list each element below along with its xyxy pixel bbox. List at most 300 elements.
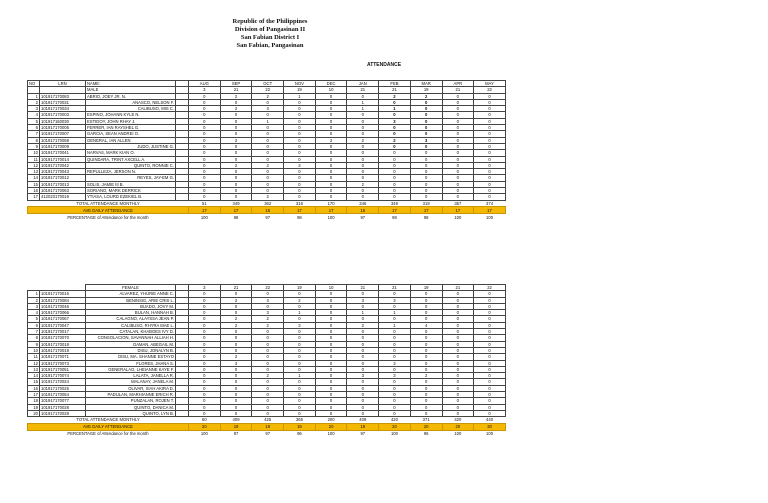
absence-nov: 2: [284, 297, 316, 303]
absence-dec: 0: [315, 297, 347, 303]
header-month-may: MAY: [474, 81, 506, 87]
absence-apr: 0: [442, 106, 474, 112]
school-days-apr: 21: [442, 87, 474, 93]
student-no: 13: [28, 366, 40, 372]
absence-sep: 0: [220, 410, 252, 416]
absence-jan: 0: [347, 360, 379, 366]
absence-feb: 0: [379, 335, 411, 341]
absence-jan: 0: [347, 354, 379, 360]
absence-apr: 0: [442, 354, 474, 360]
absence-may: 0: [474, 291, 506, 297]
document-header: [190, 18, 350, 50]
absence-sep: 0: [220, 118, 252, 124]
student-name: DISU, MA. SHANNE ESTAYO: [86, 354, 176, 360]
student-lrn: 101917170024: [40, 379, 86, 385]
absence-jan: 1: [347, 310, 379, 316]
percentage-sep: 98: [233, 214, 239, 220]
header-district: San Fabian District I: [240, 34, 300, 41]
absence-jan: 1: [347, 106, 379, 112]
absence-aug: 0: [189, 310, 221, 316]
student-name: FERRER, IAN RAYSHEL G.: [86, 125, 176, 131]
absence-mar: 0: [410, 310, 442, 316]
absence-sep: 0: [220, 156, 252, 162]
absence-apr: 0: [442, 156, 474, 162]
absence-apr: 0: [442, 297, 474, 303]
student-lrn: 101917170019: [40, 347, 86, 353]
absence-feb: 0: [379, 291, 411, 297]
absence-oct: 3: [252, 297, 284, 303]
absence-mar: 2: [410, 373, 442, 379]
absence-oct: 2: [252, 162, 284, 168]
absence-oct: 0: [252, 150, 284, 156]
absence-may: 0: [474, 385, 506, 391]
absence-sep: 3: [220, 360, 252, 366]
absence-jan: 0: [347, 175, 379, 181]
ave-daily-aug: 20: [189, 423, 221, 430]
total-sep: 409: [232, 417, 240, 423]
absence-sep: 0: [220, 392, 252, 398]
absence-nov: 0: [284, 169, 316, 175]
absence-jan: 0: [347, 385, 379, 391]
total-mar: 371: [422, 417, 430, 423]
absence-sep: 0: [220, 125, 252, 131]
absence-nov: 0: [284, 360, 316, 366]
absence-may: 0: [474, 310, 506, 316]
percentage-nov: 96: [297, 431, 302, 437]
student-name: DISU, JONALYN B.: [86, 347, 176, 353]
student-lrn: 101917170071: [40, 354, 86, 360]
absence-oct: 0: [252, 169, 284, 175]
total-jan: 346: [359, 200, 367, 206]
absence-mar: 0: [410, 112, 442, 118]
student-lrn: 101917170051: [40, 366, 86, 372]
absence-nov: 0: [284, 99, 316, 105]
absence-mar: 0: [410, 329, 442, 335]
absence-aug: 0: [189, 347, 221, 353]
absence-jan: 0: [347, 143, 379, 149]
absence-dec: 0: [315, 335, 347, 341]
absence-mar: 0: [410, 297, 442, 303]
student-lrn: 101917170029: [40, 410, 86, 416]
absence-apr: 0: [442, 322, 474, 328]
absence-aug: 0: [189, 385, 221, 391]
absence-sep: 0: [220, 379, 252, 385]
absence-mar: 4: [410, 322, 442, 328]
absence-mar: 0: [410, 162, 442, 168]
student-lrn: 101917170017: [40, 329, 86, 335]
student-name: GENERAL, IAN ALLEN: [86, 137, 176, 143]
absence-sep: 2: [220, 316, 252, 322]
absence-jan: 0: [347, 131, 379, 137]
student-lrn: 101917170063: [40, 188, 86, 194]
absence-aug: 0: [189, 360, 221, 366]
absence-mar: 0: [410, 341, 442, 347]
total-dec: 170: [327, 200, 335, 206]
absence-nov: 3: [284, 162, 316, 168]
header-month-feb: FEB: [379, 81, 411, 87]
absence-jan: 0: [347, 316, 379, 322]
absence-may: 0: [474, 398, 506, 404]
absence-feb: 1: [379, 106, 411, 112]
percentage-jan: 97: [360, 214, 366, 220]
absence-apr: 0: [442, 181, 474, 187]
absence-sep: 2: [220, 93, 252, 99]
absence-sep: 0: [220, 291, 252, 297]
ave-daily-may: 17: [474, 207, 506, 214]
student-lrn: 101917170007: [40, 131, 86, 137]
header-lrn: LRN: [40, 81, 86, 87]
ave-daily-apr: 17: [442, 207, 474, 214]
student-no: 11: [28, 354, 40, 360]
absence-mar: 0: [410, 156, 442, 162]
absence-oct: 2: [252, 322, 284, 328]
absence-feb: 0: [379, 410, 411, 416]
absence-jan: 0: [347, 188, 379, 194]
absence-apr: 0: [442, 310, 474, 316]
student-lrn: 101917170083: [40, 93, 86, 99]
absence-may: 0: [474, 366, 506, 372]
absence-oct: 0: [252, 175, 284, 181]
absence-feb: 0: [379, 347, 411, 353]
ave-daily-apr: 20: [442, 423, 474, 430]
absence-sep: 0: [220, 335, 252, 341]
absence-apr: 0: [442, 291, 474, 297]
absence-nov: 0: [284, 143, 316, 149]
absence-apr: 0: [442, 366, 474, 372]
student-lrn: 101917170073: [40, 360, 86, 366]
percentage-oct: 97: [265, 431, 271, 437]
student-no: 12: [28, 162, 40, 168]
absence-oct: 0: [252, 125, 284, 131]
absence-mar: 3: [410, 137, 442, 143]
absence-sep: 0: [220, 404, 252, 410]
absence-apr: 0: [442, 194, 474, 200]
absence-jan: 0: [347, 194, 379, 200]
absence-aug: 0: [189, 392, 221, 398]
absence-may: 0: [474, 112, 506, 118]
absence-sep: 0: [220, 347, 252, 353]
ave-daily-label: AVE DAILY ATTENDANCE: [28, 207, 189, 214]
absence-nov: 0: [284, 188, 316, 194]
absence-may: 0: [474, 175, 506, 181]
ave-daily-oct: 19: [252, 423, 284, 430]
absence-aug: 0: [189, 329, 221, 335]
student-no: 18: [28, 398, 40, 404]
percentage-sep: 97: [233, 431, 239, 437]
student-name: QUINTO, DANICA M.: [86, 404, 176, 410]
student-lrn: 101917170013: [40, 181, 86, 187]
absence-sep: 0: [220, 175, 252, 181]
header-division: Division of Pangasinan II: [234, 26, 306, 33]
absence-dec: 0: [315, 169, 347, 175]
absence-feb: 0: [379, 398, 411, 404]
absence-dec: 0: [315, 112, 347, 118]
absence-dec: 0: [315, 366, 347, 372]
absence-feb: 0: [379, 379, 411, 385]
student-name: ANASCO, NELSON F.: [86, 99, 176, 105]
school-days-feb: 21: [379, 87, 411, 93]
absence-apr: 0: [442, 99, 474, 105]
absence-oct: 0: [252, 156, 284, 162]
school-days-oct: 22: [252, 87, 284, 93]
total-row: [28, 200, 506, 207]
absence-dec: 0: [315, 150, 347, 156]
absence-feb: 0: [379, 150, 411, 156]
absence-dec: 0: [315, 156, 347, 162]
absence-sep: 2: [220, 106, 252, 112]
student-lrn: 101917170014: [40, 156, 86, 162]
absence-nov: 0: [284, 347, 316, 353]
absence-may: 0: [474, 188, 506, 194]
school-days-aug: 3: [189, 285, 221, 291]
absence-apr: 0: [442, 392, 474, 398]
absence-apr: 0: [442, 112, 474, 118]
absence-mar: 0: [410, 125, 442, 131]
absence-aug: 0: [189, 398, 221, 404]
absence-oct: 0: [252, 404, 284, 410]
absence-aug: 0: [189, 150, 221, 156]
absence-feb: 0: [379, 162, 411, 168]
percentage-apr: 100: [454, 214, 462, 220]
absence-feb: 0: [379, 156, 411, 162]
ave-daily-mar: 20: [410, 423, 442, 430]
absence-jan: 0: [347, 379, 379, 385]
school-days-aug: 3: [189, 87, 221, 93]
student-no: 20: [28, 410, 40, 416]
student-no: 10: [28, 347, 40, 353]
total-mar: 318: [422, 200, 430, 206]
absence-jan: 0: [347, 93, 379, 99]
absence-mar: 0: [410, 291, 442, 297]
absence-feb: 0: [379, 175, 411, 181]
absence-oct: 0: [252, 143, 284, 149]
absence-jan: 0: [347, 112, 379, 118]
absence-apr: 0: [442, 335, 474, 341]
absence-jan: 0: [347, 162, 379, 168]
student-name: QUINDARA, TRINT AXCELL A.: [86, 156, 176, 162]
absence-apr: 0: [442, 303, 474, 309]
absence-mar: 0: [410, 366, 442, 372]
absence-aug: 0: [189, 366, 221, 372]
absence-nov: 0: [284, 194, 316, 200]
absence-dec: 0: [315, 310, 347, 316]
total-feb: 420: [390, 417, 398, 423]
header-month-sep: SEP: [220, 81, 252, 87]
percentage-dec: 100: [327, 431, 335, 437]
student-no: 1: [28, 291, 40, 297]
absence-may: 0: [474, 354, 506, 360]
absence-mar: 0: [410, 379, 442, 385]
absence-jan: 1: [347, 99, 379, 105]
student-name: JUDO, JUSTINE G.: [86, 143, 176, 149]
absence-nov: 3: [284, 322, 316, 328]
student-no: 5: [28, 118, 40, 124]
student-lrn: 101917170042: [40, 162, 86, 168]
absence-sep: 0: [220, 341, 252, 347]
absence-nov: 0: [284, 181, 316, 187]
absence-dec: 0: [315, 194, 347, 200]
total-oct: 425: [264, 417, 272, 423]
student-name: REYES, JAY-EM G.: [86, 175, 176, 181]
student-no: 8: [28, 137, 40, 143]
absence-mar: 0: [410, 354, 442, 360]
total-nov: 316: [295, 200, 303, 206]
absence-oct: 0: [252, 303, 284, 309]
percentage-label: PERCENTAGE of Attendance for the month: [67, 431, 149, 437]
student-lrn: 101917170054: [40, 392, 86, 398]
absence-oct: 2: [252, 93, 284, 99]
total-row: [28, 417, 506, 424]
absence-dec: 0: [315, 392, 347, 398]
school-days-nov: 19: [284, 87, 316, 93]
absence-may: 0: [474, 322, 506, 328]
absence-may: 0: [474, 93, 506, 99]
student-name: GARCIA, SEAN ANDREI O.: [86, 131, 176, 137]
total-label: TOTAL ATTENDANCE MONTHLY: [76, 417, 140, 423]
total-may: 440: [486, 417, 494, 423]
student-no: 10: [28, 150, 40, 156]
percentage-mar: 98: [423, 214, 429, 220]
student-name: CALIBUSO, MIS C.: [86, 106, 176, 112]
student-lrn: 101917170041: [40, 150, 86, 156]
absence-feb: 0: [379, 131, 411, 137]
absence-nov: 0: [284, 131, 316, 137]
absence-oct: 0: [252, 392, 284, 398]
absence-aug: 0: [189, 137, 221, 143]
absence-oct: 0: [252, 354, 284, 360]
absence-oct: 0: [252, 379, 284, 385]
student-name: DAMAN, ABEGAIL M.: [86, 341, 176, 347]
absence-sep: 0: [220, 131, 252, 137]
school-days-sep: 21: [220, 87, 252, 93]
absence-nov: 0: [284, 291, 316, 297]
absence-sep: 2: [220, 354, 252, 360]
student-lrn: 101917170031: [40, 99, 86, 105]
school-days-dec: 10: [315, 285, 347, 291]
absence-feb: 1: [379, 310, 411, 316]
total-label: TOTAL ATTENDANCE MONTHLY: [76, 200, 140, 206]
absence-apr: 0: [442, 125, 474, 131]
student-no: 11: [28, 156, 40, 162]
student-lrn: 101917160030: [40, 118, 86, 124]
student-lrn: 101917170046: [40, 303, 86, 309]
absence-may: 0: [474, 379, 506, 385]
percentage-jan: 97: [360, 431, 366, 437]
student-lrn: 101917170066: [40, 310, 86, 316]
absence-apr: 0: [442, 385, 474, 391]
student-no: 16: [28, 188, 40, 194]
total-apr: 357: [454, 200, 462, 206]
header-name: NAME:: [86, 81, 176, 87]
absence-nov: 0: [284, 404, 316, 410]
school-days-mar: 19: [410, 285, 442, 291]
school-days-may: 22: [474, 285, 506, 291]
absence-feb: 0: [379, 392, 411, 398]
absence-oct: 3: [252, 106, 284, 112]
student-no: 7: [28, 131, 40, 137]
absence-may: 0: [474, 169, 506, 175]
header-republic: Republic of the Philippines: [232, 18, 308, 25]
student-name: CALIBUSO, RHYRA MAE L.: [86, 322, 176, 328]
absence-dec: 0: [315, 398, 347, 404]
school-days-feb: 21: [379, 285, 411, 291]
header-month-oct: OCT: [252, 81, 284, 87]
total-feb: 349: [390, 200, 398, 206]
percentage-row: [28, 214, 506, 221]
absence-oct: 0: [252, 188, 284, 194]
absence-mar: 0: [410, 392, 442, 398]
absence-oct: 0: [252, 347, 284, 353]
absence-nov: 0: [284, 329, 316, 335]
absence-may: 0: [474, 360, 506, 366]
absence-oct: 0: [252, 112, 284, 118]
student-name: PADULAN, MARHIANNE ERICH R.: [86, 392, 176, 398]
absence-mar: 0: [410, 303, 442, 309]
absence-oct: 0: [252, 181, 284, 187]
percentage-oct: 97: [265, 214, 271, 220]
absence-feb: 2: [379, 93, 411, 99]
student-no: 16: [28, 385, 40, 391]
absence-aug: 0: [189, 297, 221, 303]
absence-nov: 1: [284, 373, 316, 379]
header-month-dec: DEC: [315, 81, 347, 87]
absence-dec: 0: [315, 360, 347, 366]
absence-aug: 0: [189, 162, 221, 168]
absence-sep: 0: [220, 99, 252, 105]
absence-oct: 2: [252, 316, 284, 322]
absence-feb: 0: [379, 99, 411, 105]
student-lrn: 101917170015: [40, 291, 86, 297]
student-name: REPULLEZA, JERSON N.: [86, 169, 176, 175]
absence-oct: 0: [252, 360, 284, 366]
absence-aug: 0: [189, 188, 221, 194]
student-no: 3: [28, 106, 40, 112]
absence-sep: 2: [220, 162, 252, 168]
absence-sep: 0: [220, 303, 252, 309]
percentage-may: 100: [486, 214, 494, 220]
absence-apr: 0: [442, 175, 474, 181]
total-dec: 200: [327, 417, 335, 423]
absence-feb: 1: [379, 322, 411, 328]
percentage-may: 100: [486, 431, 494, 437]
absence-sep: 0: [220, 143, 252, 149]
absence-apr: 0: [442, 379, 474, 385]
school-days-jan: 21: [347, 87, 379, 93]
absence-oct: 0: [252, 410, 284, 416]
absence-aug: 0: [189, 125, 221, 131]
student-no: 4: [28, 310, 40, 316]
absence-jan: 0: [347, 335, 379, 341]
student-lrn: 101917170028: [40, 404, 86, 410]
absence-oct: 0: [252, 366, 284, 372]
absence-feb: 3: [379, 373, 411, 379]
header-month-aug: AUG: [189, 81, 221, 87]
absence-feb: 0: [379, 404, 411, 410]
absence-feb: 0: [379, 354, 411, 360]
absence-may: 0: [474, 335, 506, 341]
school-days-dec: 10: [315, 87, 347, 93]
student-no: 6: [28, 322, 40, 328]
absence-jan: 0: [347, 125, 379, 131]
header-month-mar: MAR: [410, 81, 442, 87]
ave-daily-feb: 20: [379, 423, 411, 430]
absence-sep: 2: [220, 137, 252, 143]
absence-aug: 0: [189, 106, 221, 112]
absence-dec: 0: [315, 106, 347, 112]
student-no: 19: [28, 404, 40, 410]
absence-may: 0: [474, 194, 506, 200]
student-name: OLIVAR, XIAH AKIRA D.: [86, 385, 176, 391]
